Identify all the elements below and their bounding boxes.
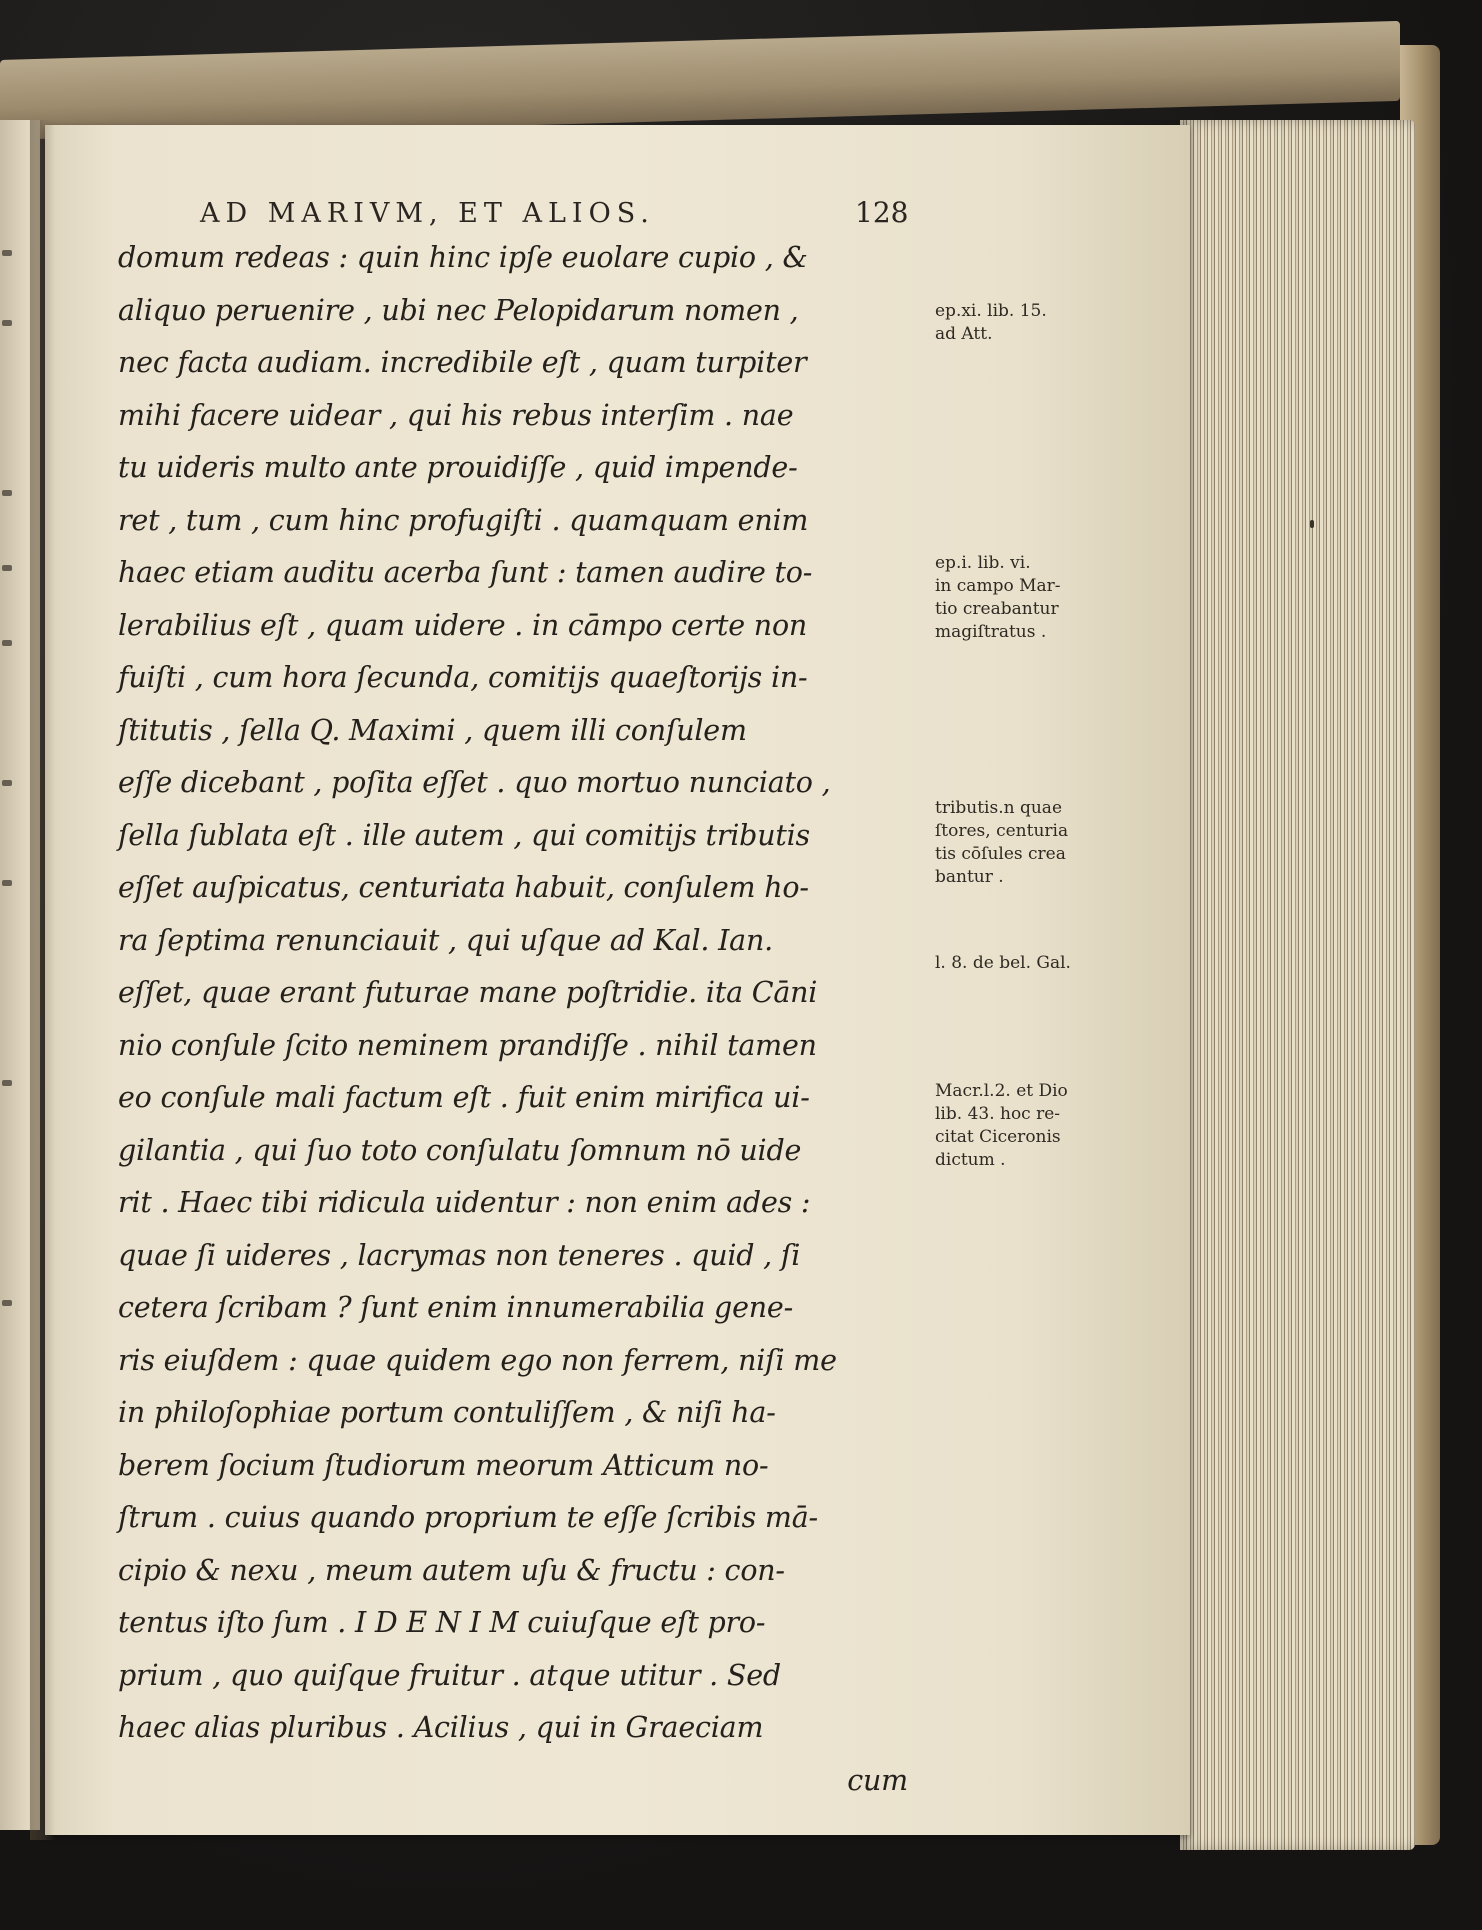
text-line: ret , tum , cum hinc profugiſti . quamquam enim <box>118 503 809 537</box>
text-line: in philoſophiae portum contuliſſem , & niſi ha- <box>118 1396 776 1429</box>
marginal-note <box>935 552 1150 644</box>
text-line: mihi facere uidear , qui his rebus interſim . nae <box>118 398 794 432</box>
running-head: AD MARIVM, ET ALIOS. <box>200 198 655 229</box>
marginal-line: Macr.l.2. et Dio <box>935 1081 1068 1101</box>
text-line: lerabilius eſt , quam uidere . in cāmpo certe non <box>118 608 808 642</box>
book-gutter <box>30 120 55 1840</box>
text-line: haec etiam auditu acerba ſunt : tamen audire to- <box>118 556 813 589</box>
text-line: fuiſti , cum hora ſecunda, comitijs quaeſtorijs in- <box>118 661 808 694</box>
marginal-line: in campo Mar- <box>935 576 1061 596</box>
marginal-line: bantur . <box>935 867 1004 887</box>
text-line: eſſet auſpicatus, centuriata habuit, conſulem ho- <box>118 871 809 904</box>
marginal-line: tio creabantur <box>935 599 1059 619</box>
marginal-line: lib. 43. hoc re- <box>935 1104 1061 1124</box>
left-page-bleed-marks <box>0 120 30 1830</box>
catchword: cum <box>847 1763 908 1797</box>
text-line: quae ſi uideres , lacrymas non teneres . quid , ſi <box>118 1238 801 1272</box>
marginal-note <box>935 952 1150 975</box>
text-line: ra ſeptima renunciauit , qui uſque ad Kal. Ian. <box>118 923 773 957</box>
marginal-line: l. 8. de bel. Gal. <box>935 953 1071 973</box>
page-blemish <box>1310 520 1314 528</box>
marginal-note <box>935 1080 1150 1172</box>
text-line: eo conſule mali factum eſt . fuit enim mirifica ui- <box>118 1081 810 1114</box>
text-line: aliquo peruenire , ubi nec Pelopidarum nomen , <box>118 293 799 327</box>
marginal-line: tributis.n quae <box>935 798 1063 818</box>
text-line: nec facta audiam. incredibile eſt , quam turpiter <box>118 346 807 379</box>
marginal-line: citat Ciceronis <box>935 1127 1061 1147</box>
text-line: ſtrum . cuius quando proprium te eſſe ſcribis mā- <box>118 1501 818 1534</box>
text-line: tu uideris multo ante prouidiſſe , quid impende- <box>118 451 798 484</box>
text-line: nio conſule ſcito neminem prandiſſe . nihil tamen <box>118 1028 817 1062</box>
marginal-line: ep.xi. lib. 15. <box>935 301 1047 321</box>
page-fore-edge <box>1180 120 1415 1850</box>
marginal-line: tis cōſules crea <box>935 844 1066 864</box>
text-line: ris eiuſdem : quae quidem ego non ferrem, niſi me <box>118 1343 837 1377</box>
text-line: berem ſocium ſtudiorum meorum Atticum no- <box>118 1448 769 1482</box>
text-line: prium , quo quiſque fruitur . atque utitur . Sed <box>118 1658 781 1692</box>
text-line: haec alias pluribus . Acilius , qui in Graeciam <box>118 1711 764 1744</box>
text-line: eſſe dicebant , poſita eſſet . quo mortuo nunciato , <box>118 766 831 799</box>
text-line: ſtitutis , ſella Q. Maximi , quem illi conſulem <box>118 713 747 747</box>
marginal-note <box>935 797 1150 889</box>
text-line: cetera ſcribam ? ſunt enim innumerabilia gene- <box>118 1291 794 1324</box>
page-number: 128 <box>855 196 909 229</box>
marginal-line: ſtores, centuria <box>935 821 1069 841</box>
text-line: domum redeas : quin hinc ipſe euolare cupio , & <box>118 241 808 274</box>
text-line: tentus iſto ſum . I D E N I M cuiuſque eſt pro- <box>118 1606 766 1639</box>
body-text <box>118 232 918 1807</box>
marginal-line: ep.i. lib. vi. <box>935 553 1031 573</box>
marginal-note <box>935 300 1150 346</box>
text-line: cipio & nexu , meum autem uſu & fructu : con- <box>118 1553 785 1587</box>
marginal-line: magiſtratus . <box>935 622 1047 642</box>
text-line: ſella ſublata eſt . ille autem , qui comitijs tributis <box>118 818 810 852</box>
marginal-line: dictum . <box>935 1150 1006 1170</box>
marginal-line: ad Att. <box>935 324 993 344</box>
text-line: rit . Haec tibi ridicula uidentur : non enim ades : <box>118 1186 811 1219</box>
text-line: gilantia , qui ſuo toto conſulatu ſomnum nō uide <box>118 1133 802 1167</box>
text-line: eſſet, quae erant futurae mane poſtridie. ita Cāni <box>118 976 818 1009</box>
